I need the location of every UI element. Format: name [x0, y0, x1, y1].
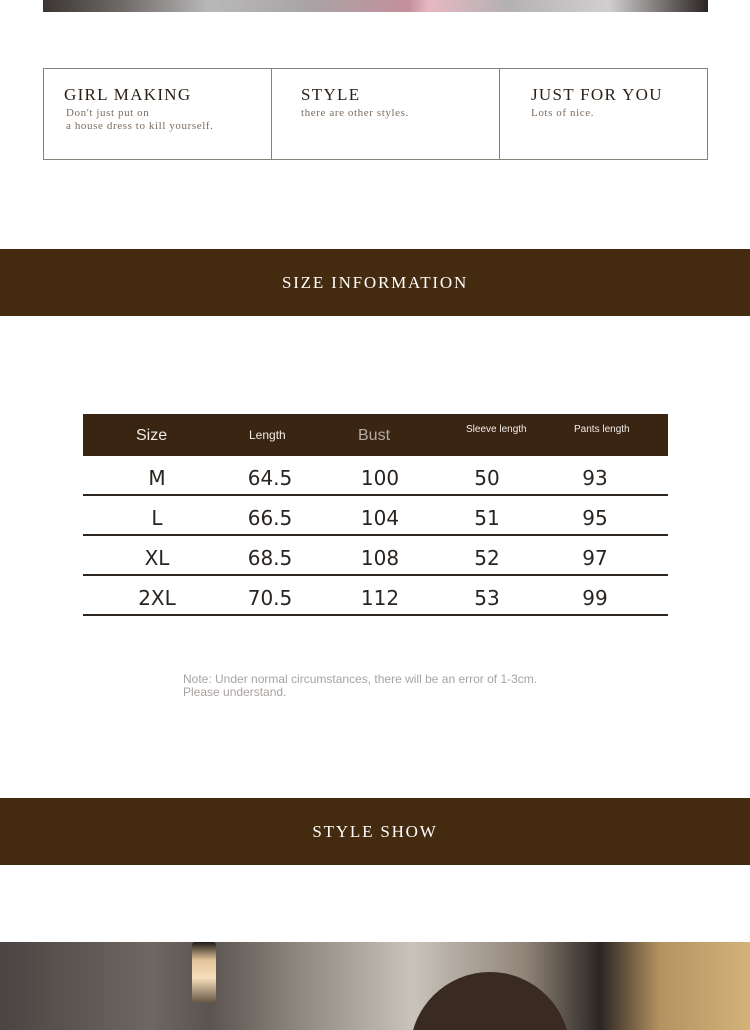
cell-sleeve-length: 51 — [474, 506, 500, 530]
size-information-banner: SIZE INFORMATION — [0, 249, 750, 316]
header-pants-length: Pants length — [574, 424, 630, 435]
feature-subtitle-line: a house dress to kill yourself. — [66, 120, 214, 132]
cell-sleeve-length: 50 — [474, 466, 500, 490]
feature-title: STYLE — [301, 85, 361, 104]
feature-style — [271, 69, 499, 159]
cell-size: L — [151, 506, 163, 530]
cell-length: 68.5 — [247, 546, 293, 570]
feature-girl-making — [44, 69, 271, 159]
feature-title: GIRL MAKING — [64, 85, 192, 104]
cell-bust: 104 — [360, 506, 400, 530]
cell-length: 70.5 — [247, 586, 293, 610]
feature-panel — [43, 68, 708, 160]
header-size: Size — [136, 427, 168, 444]
size-table — [83, 414, 668, 616]
feature-subtitle: there are other styles. — [301, 107, 409, 119]
cell-size: 2XL — [138, 586, 176, 610]
size-note — [183, 673, 537, 699]
style-show-banner: STYLE SHOW — [0, 798, 750, 865]
cell-pants-length: 99 — [582, 586, 608, 610]
feature-subtitle-line: Don't just put on — [66, 107, 150, 119]
feature-just-for-you — [499, 69, 707, 159]
note-line: Note: Under normal circumstances, there will be an error of 1-3cm. — [183, 672, 538, 686]
header-length: Length — [249, 428, 286, 442]
cell-pants-length: 97 — [582, 546, 608, 570]
cell-sleeve-length: 52 — [474, 546, 500, 570]
feature-subtitle — [66, 107, 214, 133]
feature-title: JUST FOR YOU — [531, 85, 663, 104]
cell-size: M — [148, 466, 166, 490]
style-show-photo — [0, 942, 750, 1030]
cell-pants-length: 95 — [582, 506, 608, 530]
cell-size: XL — [144, 546, 170, 570]
header-bust: Bust — [358, 427, 391, 444]
table-row — [83, 536, 668, 576]
table-row — [83, 496, 668, 536]
model-hair-graphic — [410, 972, 570, 1030]
feature-subtitle: Lots of nice. — [531, 107, 595, 119]
cell-pants-length: 93 — [582, 466, 608, 490]
lamp-graphic — [192, 942, 216, 1002]
cell-sleeve-length: 53 — [474, 586, 500, 610]
cell-bust: 100 — [360, 466, 400, 490]
cell-bust: 112 — [360, 586, 400, 610]
note-line: Please understand. — [183, 685, 287, 699]
size-table-header — [83, 414, 668, 456]
cell-bust: 108 — [360, 546, 400, 570]
table-row — [83, 456, 668, 496]
table-row — [83, 576, 668, 616]
product-photo-top — [43, 0, 708, 12]
cell-length: 66.5 — [247, 506, 293, 530]
cell-length: 64.5 — [247, 466, 293, 490]
header-sleeve-length: Sleeve length — [466, 424, 527, 435]
